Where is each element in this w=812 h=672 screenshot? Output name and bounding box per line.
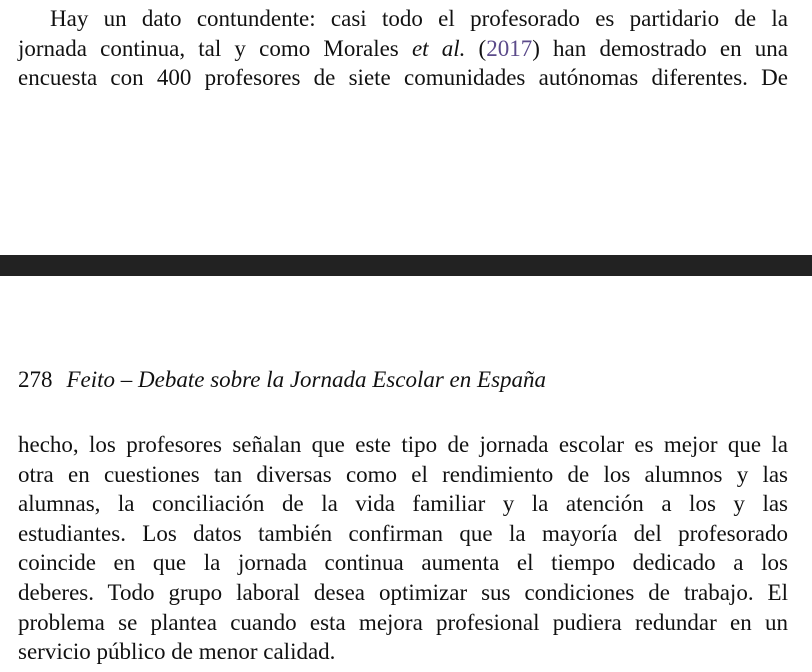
text-line: problema se plantea cuando esta mejora profesional pudiera redundar en un (18, 609, 788, 635)
text-span: ) han demostrado en una (532, 35, 789, 61)
text-line: estudiantes. Los datos también confirman que la mayoría del profesorado (18, 520, 788, 546)
text-line-with-citation (18, 34, 788, 64)
text-line: encuesta con 400 profesores de siete comunidades autónomas diferentes. De (18, 65, 788, 91)
paren-open: ( (478, 35, 487, 61)
page-divider (0, 255, 812, 276)
text-line: alumnas, la conciliación de la vida familiar y la atención a los y las (18, 491, 788, 517)
text-line: deberes. Todo grupo laboral desea optimizar sus condiciones de trabajo. El (18, 579, 788, 605)
text-line: coincide en que la jornada continua aumenta el tiempo dedicado a los (18, 550, 788, 576)
text-line: hecho, los profesores señalan que este tipo de jornada escolar es mejor que la (18, 432, 788, 457)
paragraph-top (18, 4, 788, 93)
et-al-italic: et al. (411, 35, 466, 61)
running-title: Feito – Debate sobre la Jornada Escolar en España (66, 367, 547, 392)
running-header (18, 367, 546, 393)
text-span: jornada continua, tal y como Morales (18, 35, 399, 61)
text-line: otra en cuestiones tan diversas como el rendimiento de los alumnos y las (18, 461, 788, 487)
paragraph-body (18, 430, 788, 667)
text-line: Hay un dato contundente: casi todo el profesorado es partidario de la (50, 6, 788, 31)
text-line: servicio público de menor calidad. (18, 639, 336, 665)
citation-link-2017[interactable]: 2017 (486, 35, 533, 61)
page-number: 278 (18, 367, 53, 392)
